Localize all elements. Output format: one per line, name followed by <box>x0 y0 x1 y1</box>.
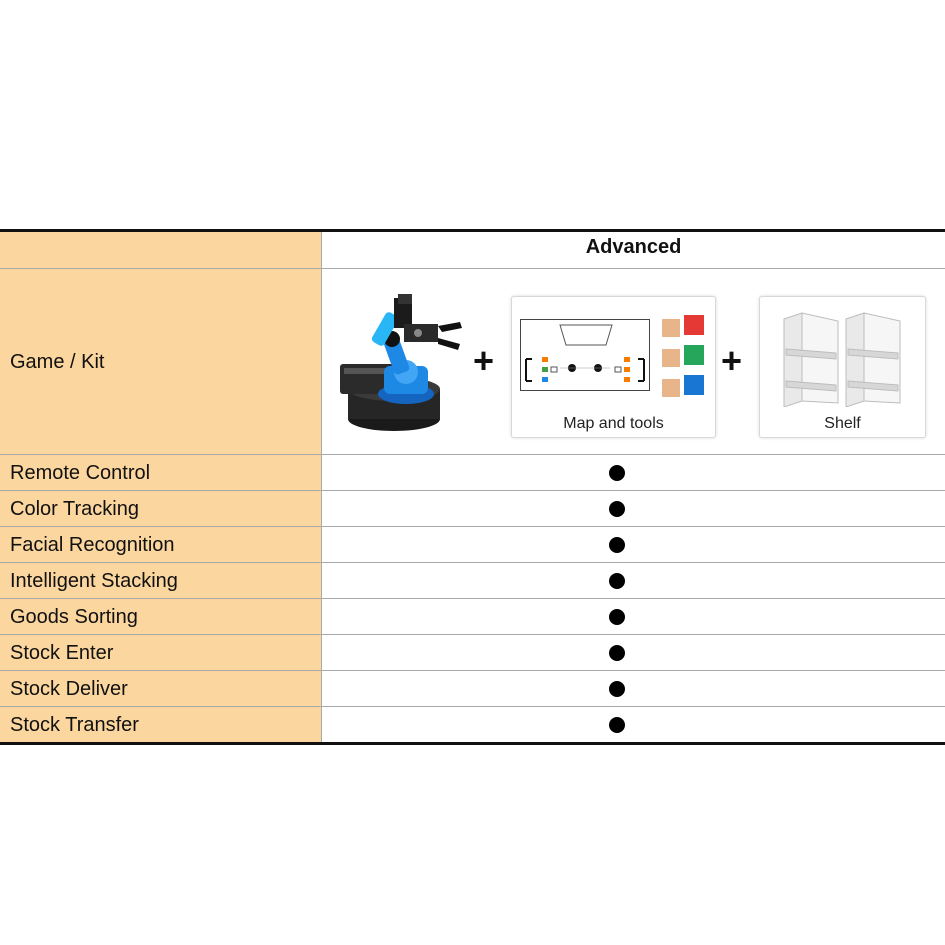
plus-sign-2: + <box>721 340 743 381</box>
feature-value-cell <box>322 455 945 490</box>
kit-row <box>0 269 945 455</box>
shelf-image <box>780 311 906 407</box>
shelf-caption: Shelf <box>824 415 861 432</box>
feature-label: Facial Recognition <box>0 527 322 562</box>
feature-label: Stock Transfer <box>0 707 322 742</box>
feature-row <box>0 635 945 671</box>
included-dot-icon <box>609 537 625 553</box>
feature-label: Goods Sorting <box>0 599 322 634</box>
included-dot-icon <box>609 573 625 589</box>
robotic-arm-image <box>334 294 469 439</box>
feature-label: Remote Control <box>0 455 322 490</box>
feature-row <box>0 707 945 742</box>
map-image <box>520 319 650 391</box>
plus-sign-1: + <box>473 340 495 381</box>
feature-label: Stock Deliver <box>0 671 322 706</box>
colored-blocks-image <box>660 313 706 401</box>
feature-value-cell <box>322 491 945 526</box>
feature-value-cell <box>322 527 945 562</box>
kit-row-label: Game / Kit <box>0 269 322 454</box>
feature-row <box>0 527 945 563</box>
column-title: Advanced <box>585 236 682 258</box>
included-dot-icon <box>609 609 625 625</box>
feature-label: Color Tracking <box>0 491 322 526</box>
map-caption: Map and tools <box>563 415 664 432</box>
map-and-tools-card <box>511 296 716 438</box>
feature-label: Intelligent Stacking <box>0 563 322 598</box>
included-dot-icon <box>609 681 625 697</box>
feature-row <box>0 599 945 635</box>
feature-row <box>0 491 945 527</box>
comparison-table <box>0 229 945 745</box>
included-dot-icon <box>609 645 625 661</box>
feature-value-cell <box>322 635 945 670</box>
feature-row <box>0 563 945 599</box>
feature-value-cell <box>322 671 945 706</box>
header-row <box>0 232 945 269</box>
feature-row <box>0 455 945 491</box>
included-dot-icon <box>609 501 625 517</box>
feature-value-cell <box>322 707 945 742</box>
included-dot-icon <box>609 465 625 481</box>
feature-label: Stock Enter <box>0 635 322 670</box>
feature-value-cell <box>322 563 945 598</box>
kit-row-content <box>322 269 945 454</box>
feature-value-cell <box>322 599 945 634</box>
header-label-cell <box>0 232 322 268</box>
feature-row <box>0 671 945 707</box>
shelf-card <box>759 296 926 438</box>
included-dot-icon <box>609 717 625 733</box>
header-title-cell <box>322 232 945 268</box>
